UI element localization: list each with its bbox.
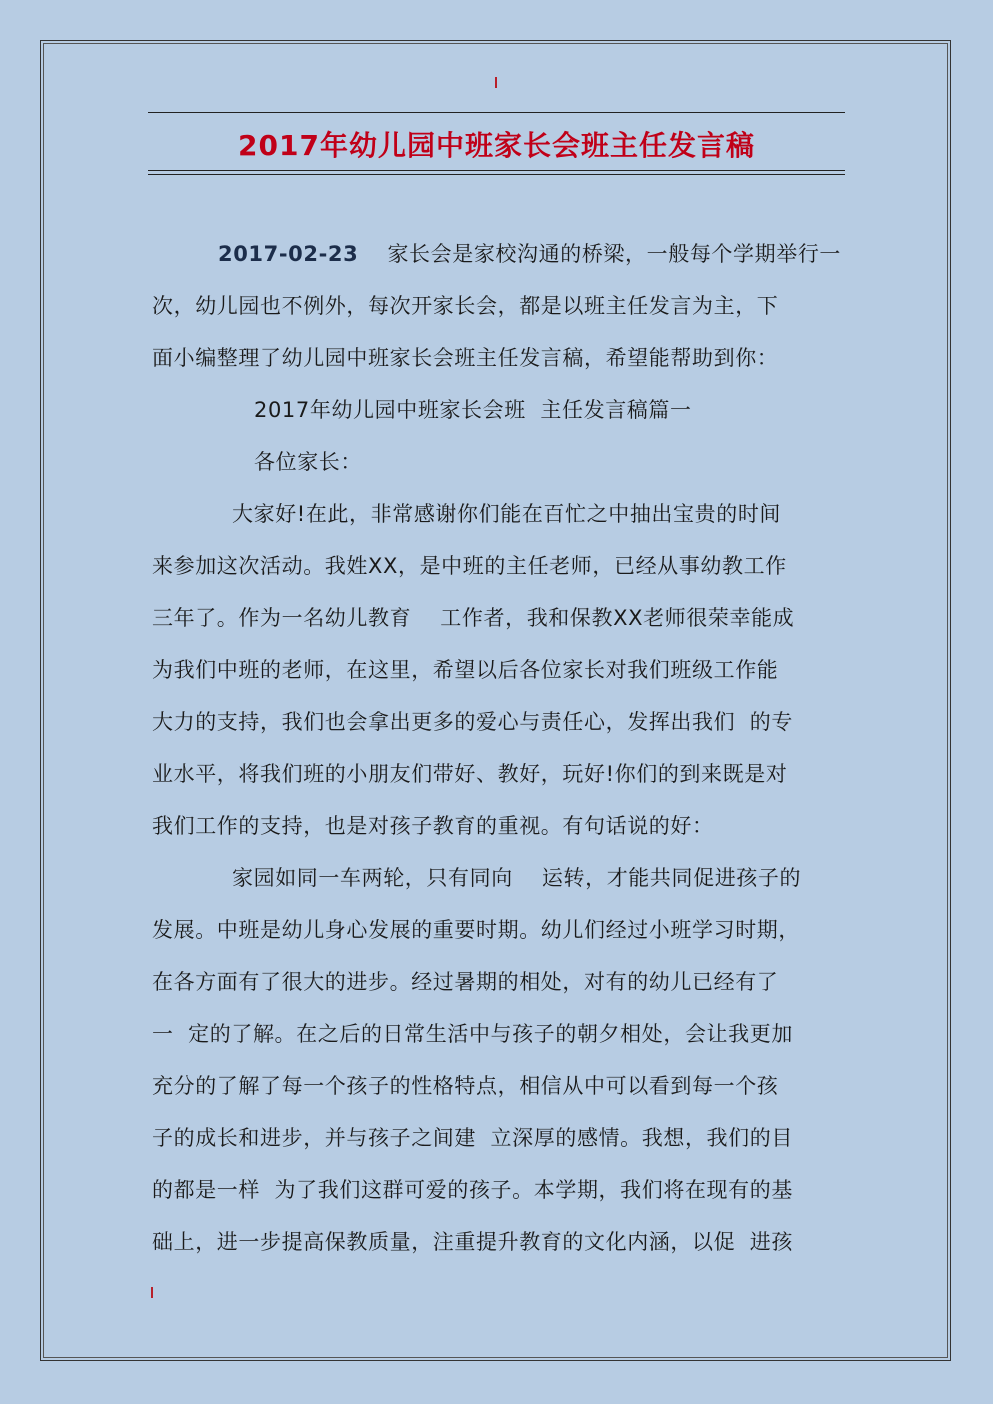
salutation: 各位家长： xyxy=(254,450,362,474)
paragraph-line: 面小编整理了幼儿园中班家长会班主任发言稿，希望能帮助到你： xyxy=(152,346,779,370)
paragraph-line: 大家好!在此，非常感谢你们能在百忙之中抽出宝贵的时间 xyxy=(232,502,782,526)
paragraph-line: 我们工作的支持，也是对孩子教育的重视。有句话说的好： xyxy=(152,814,714,838)
paragraph-line: 为我们中班的老师，在这里，希望以后各位家长对我们班级工作能 xyxy=(152,658,779,682)
paragraph-line: 发展。中班是幼儿身心发展的重要时期。幼儿们经过小班学习时期， xyxy=(152,918,800,942)
paragraph-line: 次，幼儿园也不例外，每次开家长会，都是以班主任发言为主，下 xyxy=(152,294,779,318)
section-heading: 2017年幼儿园中班家长会班 主任发言稿篇一 xyxy=(254,398,692,422)
paragraph-line: 的都是一样 为了我们这群可爱的孩子。本学期，我们将在现有的基 xyxy=(152,1178,793,1202)
paragraph-line: 础上，进一步提高保教质量，注重提升教育的文化内涵，以促 进孩 xyxy=(152,1230,793,1254)
top-cursor-mark xyxy=(495,77,497,88)
document-title: 2017年幼儿园中班家长会班主任发言稿 xyxy=(238,129,755,162)
intro-line-1 xyxy=(218,239,841,269)
paragraph-line: 来参加这次活动。我姓XX，是中班的主任老师，已经从事幼教工作 xyxy=(152,554,787,578)
title-bottom-rule xyxy=(148,170,845,175)
bottom-cursor-mark xyxy=(151,1287,153,1298)
paragraph-line: 三年了。作为一名幼儿教育 工作者，我和保教XX老师很荣幸能成 xyxy=(152,606,795,630)
paragraph-line: 大力的支持，我们也会拿出更多的爱心与责任心，发挥出我们 的专 xyxy=(152,710,793,734)
paragraph-line: 家园如同一车两轮，只有同向 运转，才能共同促进孩子的 xyxy=(232,866,802,890)
publish-date: 2017-02-23 xyxy=(218,242,359,266)
paragraph-line: 充分的了解了每一个孩子的性格特点，相信从中可以看到每一个孩 xyxy=(152,1074,779,1098)
paragraph-line: 家长会是家校沟通的桥梁，一般每个学期举行一 xyxy=(387,242,842,266)
paragraph-line: 一 定的了解。在之后的日常生活中与孩子的朝夕相处，会让我更加 xyxy=(152,1022,793,1046)
paragraph-line: 业水平，将我们班的小朋友们带好、教好，玩好!你们的到来既是对 xyxy=(152,762,788,786)
paragraph-line: 子的成长和进步，并与孩子之间建 立深厚的感情。我想，我们的目 xyxy=(152,1126,793,1150)
title-top-rule xyxy=(148,112,845,113)
paragraph-line: 在各方面有了很大的进步。经过暑期的相处，对有的幼儿已经有了 xyxy=(152,970,779,994)
